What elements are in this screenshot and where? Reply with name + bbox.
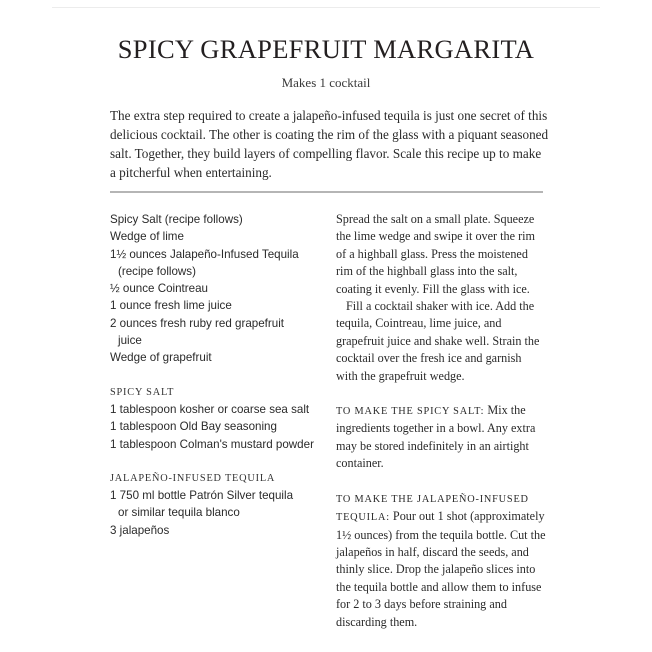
tequila-instructions <box>336 490 546 631</box>
tequila-label: TO MAKE THE JALAPEÑO-INFUSED TEQUILA: <box>336 493 529 524</box>
spicy-salt-item: 1 tablespoon Colman's mustard powder <box>110 437 314 451</box>
spicy-salt-heading: SPICY SALT <box>110 386 175 398</box>
ingredient-item: 1 ounce fresh lime juice <box>110 299 232 313</box>
method-paragraph: Fill a cocktail shaker with ice. Add the tequila, Cointreau, lime juice, and grapefruit juice and shake well. Strain the cocktail over the fresh ice and garnish with the grapefruit wedge. <box>336 299 540 383</box>
ingredient-item: ½ ounce Cointreau <box>110 282 208 296</box>
section-divider <box>110 191 543 193</box>
spicy-salt-item: 1 tablespoon kosher or coarse sea salt <box>110 402 310 416</box>
ingredient-item: Wedge of grapefruit <box>110 351 212 365</box>
ingredient-item: 1½ ounces Jalapeño-Infused Tequila <box>110 247 299 261</box>
ingredient-item: 2 ounces fresh ruby red grapefruit <box>110 316 285 330</box>
recipe-yield: Makes 1 cocktail <box>281 75 371 90</box>
tequila-item-continued: or similar tequila blanco <box>118 506 240 520</box>
recipe-intro: The extra step required to create a jalapeño-infused tequila is just one secret of this delicious cocktail. The other is coating the rim of the glass with a piquant seasoned salt. Together, they build layers of compelling flavor. Scale this recipe up to make a pitcherful when entertaining. <box>110 108 549 180</box>
ingredient-item: Wedge of lime <box>110 230 184 244</box>
method-column <box>336 211 546 631</box>
method-paragraph: Spread the salt on a small plate. Squeeze the lime wedge and swipe it over the rim of a highball glass. Press the moistened rim of the highball glass into the salt, coating it evenly. Fill the glass with ice. <box>336 212 536 296</box>
ingredient-item-continued: (recipe follows) <box>118 264 196 278</box>
tequila-text: Pour out 1 shot (approximately 1½ ounces) from the tequila bottle. Cut the jalapeños in half, discard the seeds, and thinly slice. Drop the jalapeño slices into the tequila bottle and allow them to infuse for 2 to 3 days before straining and discarding them. <box>336 509 546 629</box>
spicy-salt-text: Mix the ingredients together in a bowl. Any extra may be stored indefinitely in an airtight container. <box>336 403 536 471</box>
spicy-salt-item: 1 tablespoon Old Bay seasoning <box>110 420 277 434</box>
tequila-item: 1 750 ml bottle Patrón Silver tequila <box>110 489 294 503</box>
tequila-item: 3 jalapeños <box>110 523 170 537</box>
ingredients-column <box>110 211 330 539</box>
page-title: SPICY GRAPEFRUIT MARGARITA <box>117 34 535 64</box>
ingredient-item: Spicy Salt (recipe follows) <box>110 213 243 226</box>
spicy-salt-label: TO MAKE THE SPICY SALT: <box>336 406 485 418</box>
ingredient-item-continued: juice <box>118 334 142 348</box>
spicy-salt-instructions <box>336 402 546 473</box>
top-rule <box>52 7 600 8</box>
jalapeno-tequila-heading: JALAPEÑO-INFUSED TEQUILA <box>110 472 276 484</box>
